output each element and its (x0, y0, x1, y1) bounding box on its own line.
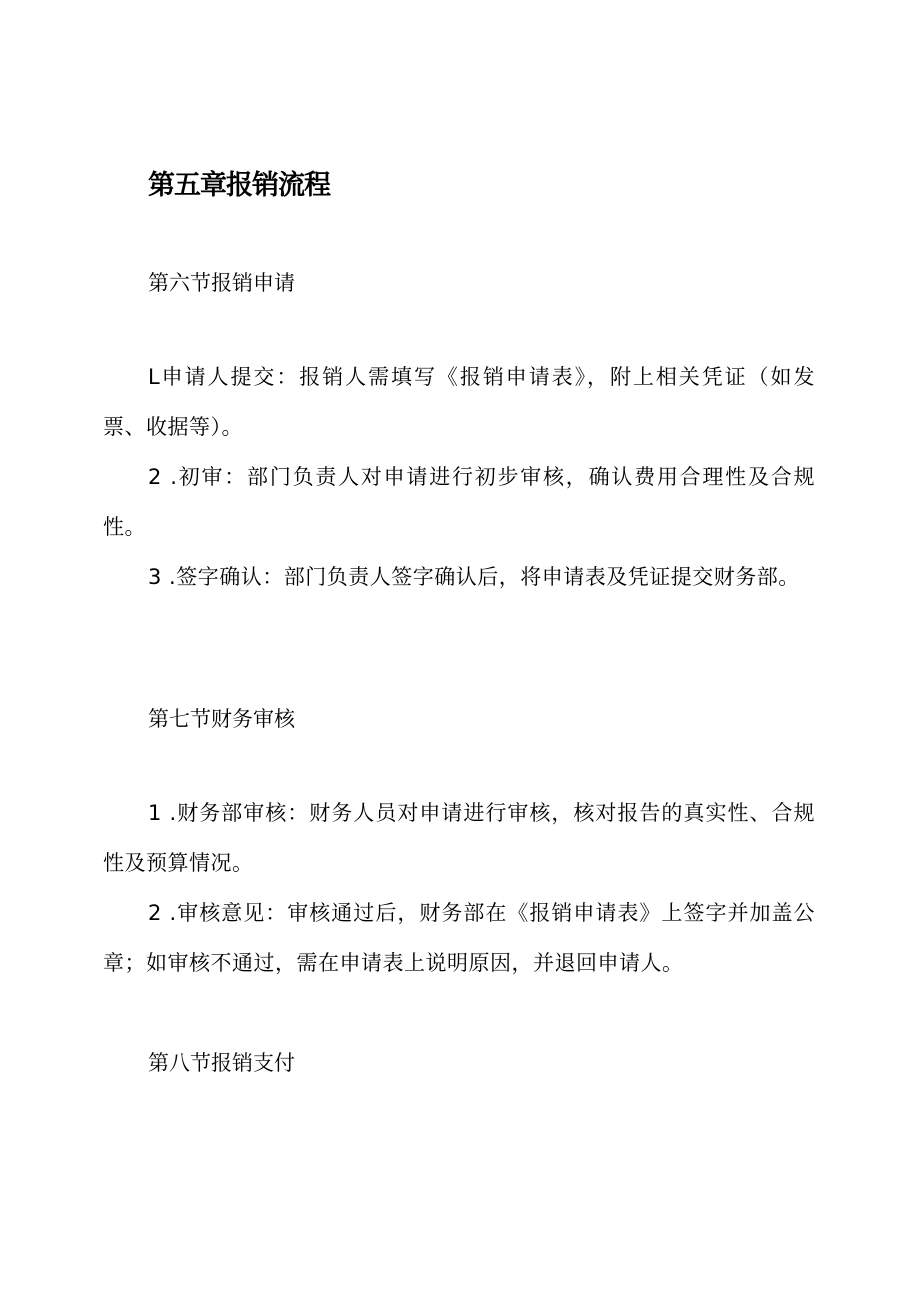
section-heading-8: 第八节报销支付 (148, 1051, 295, 1075)
section-heading-6: 第六节报销申请 (148, 271, 295, 295)
paragraph-item: 1 .财务部审核：财务人员对申请进行审核，核对报告的真实性、合规性及预算情况。 (103, 801, 815, 875)
section-heading-7: 第七节财务审核 (148, 707, 295, 731)
paragraph-item: 2 .初审：部门负责人对申请进行初步审核，确认费用合理性及合规性。 (103, 465, 815, 539)
chapter-title: 第五章报销流程 (148, 170, 330, 201)
paragraph-item: L申请人提交：报销人需填写《报销申请表》，附上相关凭证（如发票、收据等）。 (103, 365, 815, 439)
paragraph-item: 3 .签字确认：部门负责人签字确认后，将申请表及凭证提交财务部。 (148, 565, 800, 589)
paragraph-item: 2 .审核意见：审核通过后，财务部在《报销申请表》上签字并加盖公章；如审核不通过，需在申请表上说明原因，并退回申请人。 (103, 901, 815, 975)
